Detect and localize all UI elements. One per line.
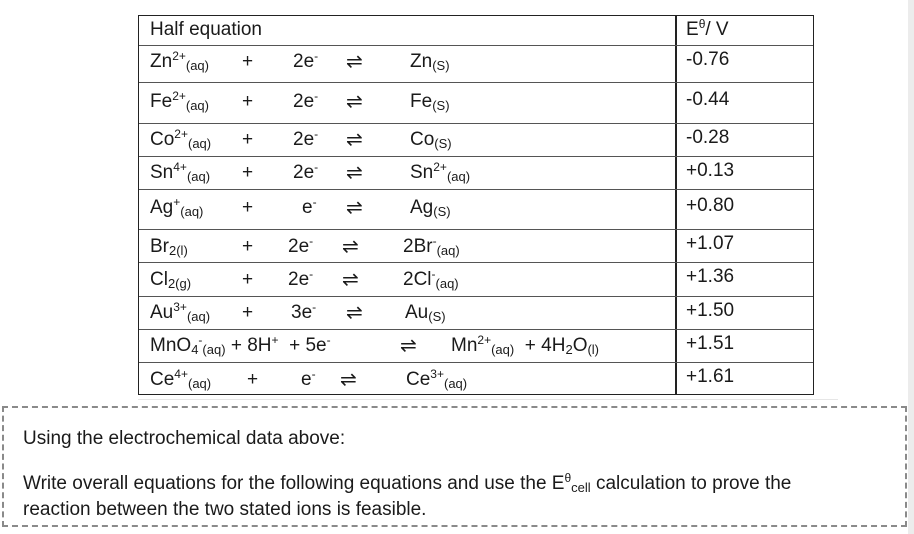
- table-row: $Sn^{4+}_{(aq)}$ + 2e- ⇌ $Sn^{2+}_{(aq)}$ +0.13: [139, 156, 813, 189]
- question-line-1: Write overall equations for the following equations and use the $E^\theta_{cell}$ calculation to prove the: [23, 471, 792, 495]
- equilibrium-arrow-icon: ⇌: [400, 335, 417, 357]
- potential-value: +1.50: [686, 300, 735, 321]
- equilibrium-arrow-icon: ⇌: [342, 269, 359, 291]
- header-potential: [686, 17, 729, 43]
- divider: [138, 399, 838, 400]
- table-row: $Cl_{2(g)}$ + 2e- ⇌ $2Cl^-_{(aq)}$ +1.36: [139, 262, 813, 296]
- table-row: MnO$_4$-$_{(aq)}$ + 8H+ + 5e- ⇌ $Mn^{2+}_{(aq)} + 4H_2O_{(l)}$ +1.51: [139, 329, 813, 362]
- potential-unit: / V: [705, 19, 729, 40]
- table-row: $Br_{2(l)}$ + 2e- ⇌ $2Br^-_{(aq)}$ +1.07: [139, 229, 813, 262]
- question-intro: Using the electrochemical data above:: [23, 428, 346, 449]
- potential-value: +1.36: [686, 266, 735, 287]
- question-box[interactable]: [2, 406, 907, 527]
- question-line-2: reaction between the two stated ions is feasible.: [23, 499, 427, 520]
- equilibrium-arrow-icon: ⇌: [346, 51, 363, 73]
- potential-value: +0.80: [686, 195, 735, 216]
- electrode-potentials-table: [138, 15, 814, 395]
- potential-value: -0.76: [686, 49, 730, 70]
- equilibrium-arrow-icon: ⇌: [342, 236, 359, 258]
- equilibrium-arrow-icon: ⇌: [340, 369, 357, 391]
- potential-value: -0.44: [686, 89, 730, 110]
- table-row: $Ag^+_{(aq)}$ + e- ⇌ $Ag_{(S)}$ +0.80: [139, 189, 813, 229]
- theta-superscript: θ: [698, 17, 706, 31]
- potential-value: +1.07: [686, 233, 735, 254]
- table-row: $Au^{3+}_{(aq)}$ + 3e- ⇌ $Au_{(S)}$ +1.50: [139, 296, 813, 329]
- table-row: $Zn^{2+}_{(aq)}$ + 2e- ⇌ $Zn_{(S)}$ -0.76: [139, 45, 813, 82]
- equilibrium-arrow-icon: ⇌: [346, 129, 363, 151]
- potential-value: +1.51: [686, 333, 735, 354]
- equilibrium-arrow-icon: ⇌: [346, 91, 363, 113]
- table-header-row: [139, 16, 813, 45]
- header-half-equation: Half equation: [150, 19, 262, 40]
- potential-value: +1.61: [686, 366, 735, 387]
- equilibrium-arrow-icon: ⇌: [346, 162, 363, 184]
- scrollbar-track[interactable]: [908, 0, 914, 534]
- potential-value: +0.13: [686, 160, 735, 181]
- table-row: $Fe^{2+}_{(aq)}$ + 2e- ⇌ $Fe_{(S)}$ -0.44: [139, 82, 813, 123]
- potential-symbol: E: [686, 19, 699, 40]
- equilibrium-arrow-icon: ⇌: [346, 197, 363, 219]
- potential-value: -0.28: [686, 127, 730, 148]
- table-row: $Ce^{4+}_{(aq)}$ + e- ⇌ $Ce^{3+}_{(aq)}$ +1.61: [139, 362, 813, 395]
- table-row: $Co^{2+}_{(aq)}$ + 2e- ⇌ $Co_{(S)}$ -0.28: [139, 123, 813, 156]
- equilibrium-arrow-icon: ⇌: [346, 302, 363, 324]
